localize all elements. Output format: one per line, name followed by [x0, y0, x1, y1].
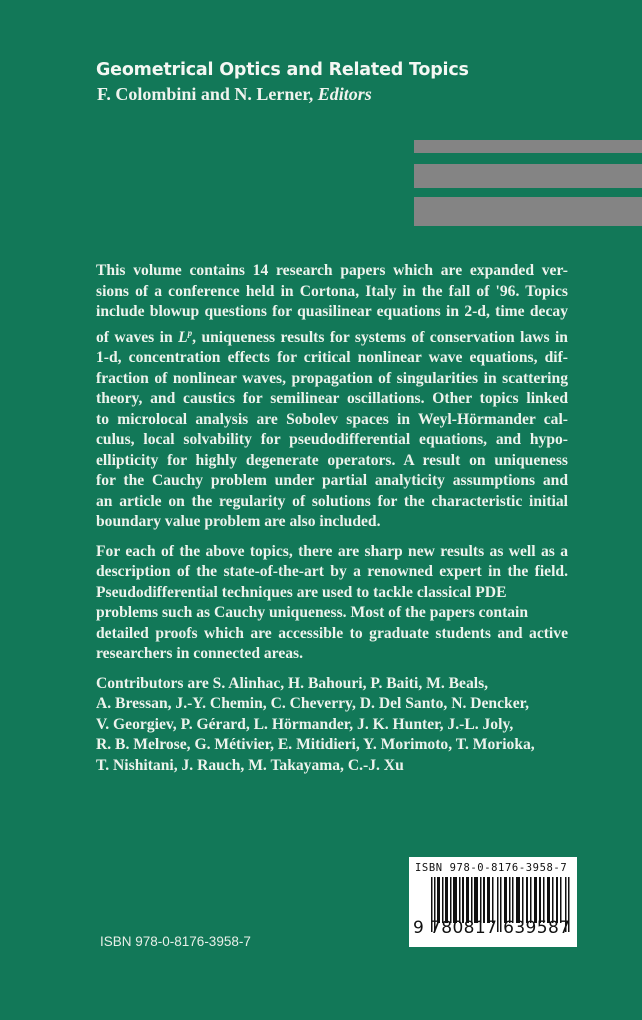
- text-line: V. Georgiev, P. Gérard, L. Hörmander, J. K. Hunter, J.-L. Joly,: [96, 715, 514, 733]
- math-L: L: [178, 328, 188, 346]
- text-line: For each of the above topics, there are sharp new results as well as a: [96, 542, 568, 560]
- math-p: p: [187, 327, 193, 338]
- paragraph-results: [96, 542, 568, 665]
- text-fragment: , uniqueness results for systems of conservation laws in: [192, 328, 568, 346]
- text-line: include blowup questions for quasilinear equations in 2-d, time decay: [96, 303, 568, 320]
- paragraph-contributors: [96, 674, 568, 777]
- text-line: description of the state-of-the-art by a renowned expert in the field.: [96, 563, 568, 581]
- text-line: detailed proofs which are accessible to graduate students and active: [96, 624, 568, 642]
- editors-names: F. Colombini and N. Lerner,: [97, 84, 318, 104]
- text-line: 1-d, concentration effects for critical nonlinear wave equations, dif-: [96, 349, 568, 367]
- text-line: R. B. Melrose, G. Métivier, E. Mitidieri, Y. Morimoto, T. Morioka,: [96, 736, 535, 754]
- text-line: theory, and caustics for semilinear oscillations. Other topics linked: [96, 390, 568, 408]
- text-line: to microlocal analysis are Sobolev spaces in Weyl-Hörmander cal-: [96, 410, 568, 428]
- text-line: [96, 323, 568, 349]
- editors-line: [97, 84, 372, 105]
- description: [96, 261, 568, 785]
- barcode-box: [409, 857, 577, 947]
- book-title: Geometrical Optics and Related Topics: [96, 60, 469, 80]
- text-line: boundary value problem are also included.: [96, 513, 381, 531]
- decorative-bar-1: [414, 140, 642, 153]
- text-line: problems such as Cauchy uniqueness. Most of the papers contain: [96, 604, 529, 622]
- text-line: Pseudodifferential techniques are used to tackle classical PDE: [96, 583, 507, 601]
- barcode-isbn-header: ISBN 978-0-8176-3958-7: [415, 862, 568, 874]
- text-line: fraction of nonlinear waves, propagation of singularities in scattering: [96, 369, 568, 387]
- decorative-bar-3: [414, 197, 642, 226]
- text-line: researchers in connected areas.: [96, 645, 304, 663]
- text-fragment: of waves in: [96, 328, 179, 346]
- text-line: T. Nishitani, J. Rauch, M. Takayama, C.-J. Xu: [96, 756, 404, 774]
- text-line: Contributors are S. Alinhac, H. Bahouri, P. Baiti, M. Beals,: [96, 674, 489, 692]
- text-line: sions of a conference held in Cortona, Italy in the fall of '96. Topics: [96, 282, 568, 300]
- text-line: ellipticity for highly degenerate operators. A result on uniqueness: [96, 451, 568, 469]
- text-line: A. Bressan, J.-Y. Chemin, C. Cheverry, D. Del Santo, N. Dencker,: [96, 695, 530, 713]
- text-line: for the Cauchy problem under partial analyticity assumptions and: [96, 472, 568, 490]
- paragraph-summary: [96, 261, 568, 533]
- editors-role: Editors: [317, 84, 372, 104]
- text-line: This volume contains 14 research papers which are expanded ver-: [96, 262, 568, 279]
- isbn-text: ISBN 978-0-8176-3958-7: [100, 934, 251, 949]
- decorative-bar-2: [414, 164, 642, 188]
- text-line: an article on the regularity of solutions for the characteristic initial: [96, 492, 568, 510]
- barcode-digits: 9 780817 639587: [413, 918, 571, 938]
- text-line: culus, local solvability for pseudodifferential equations, and hypo-: [96, 431, 568, 449]
